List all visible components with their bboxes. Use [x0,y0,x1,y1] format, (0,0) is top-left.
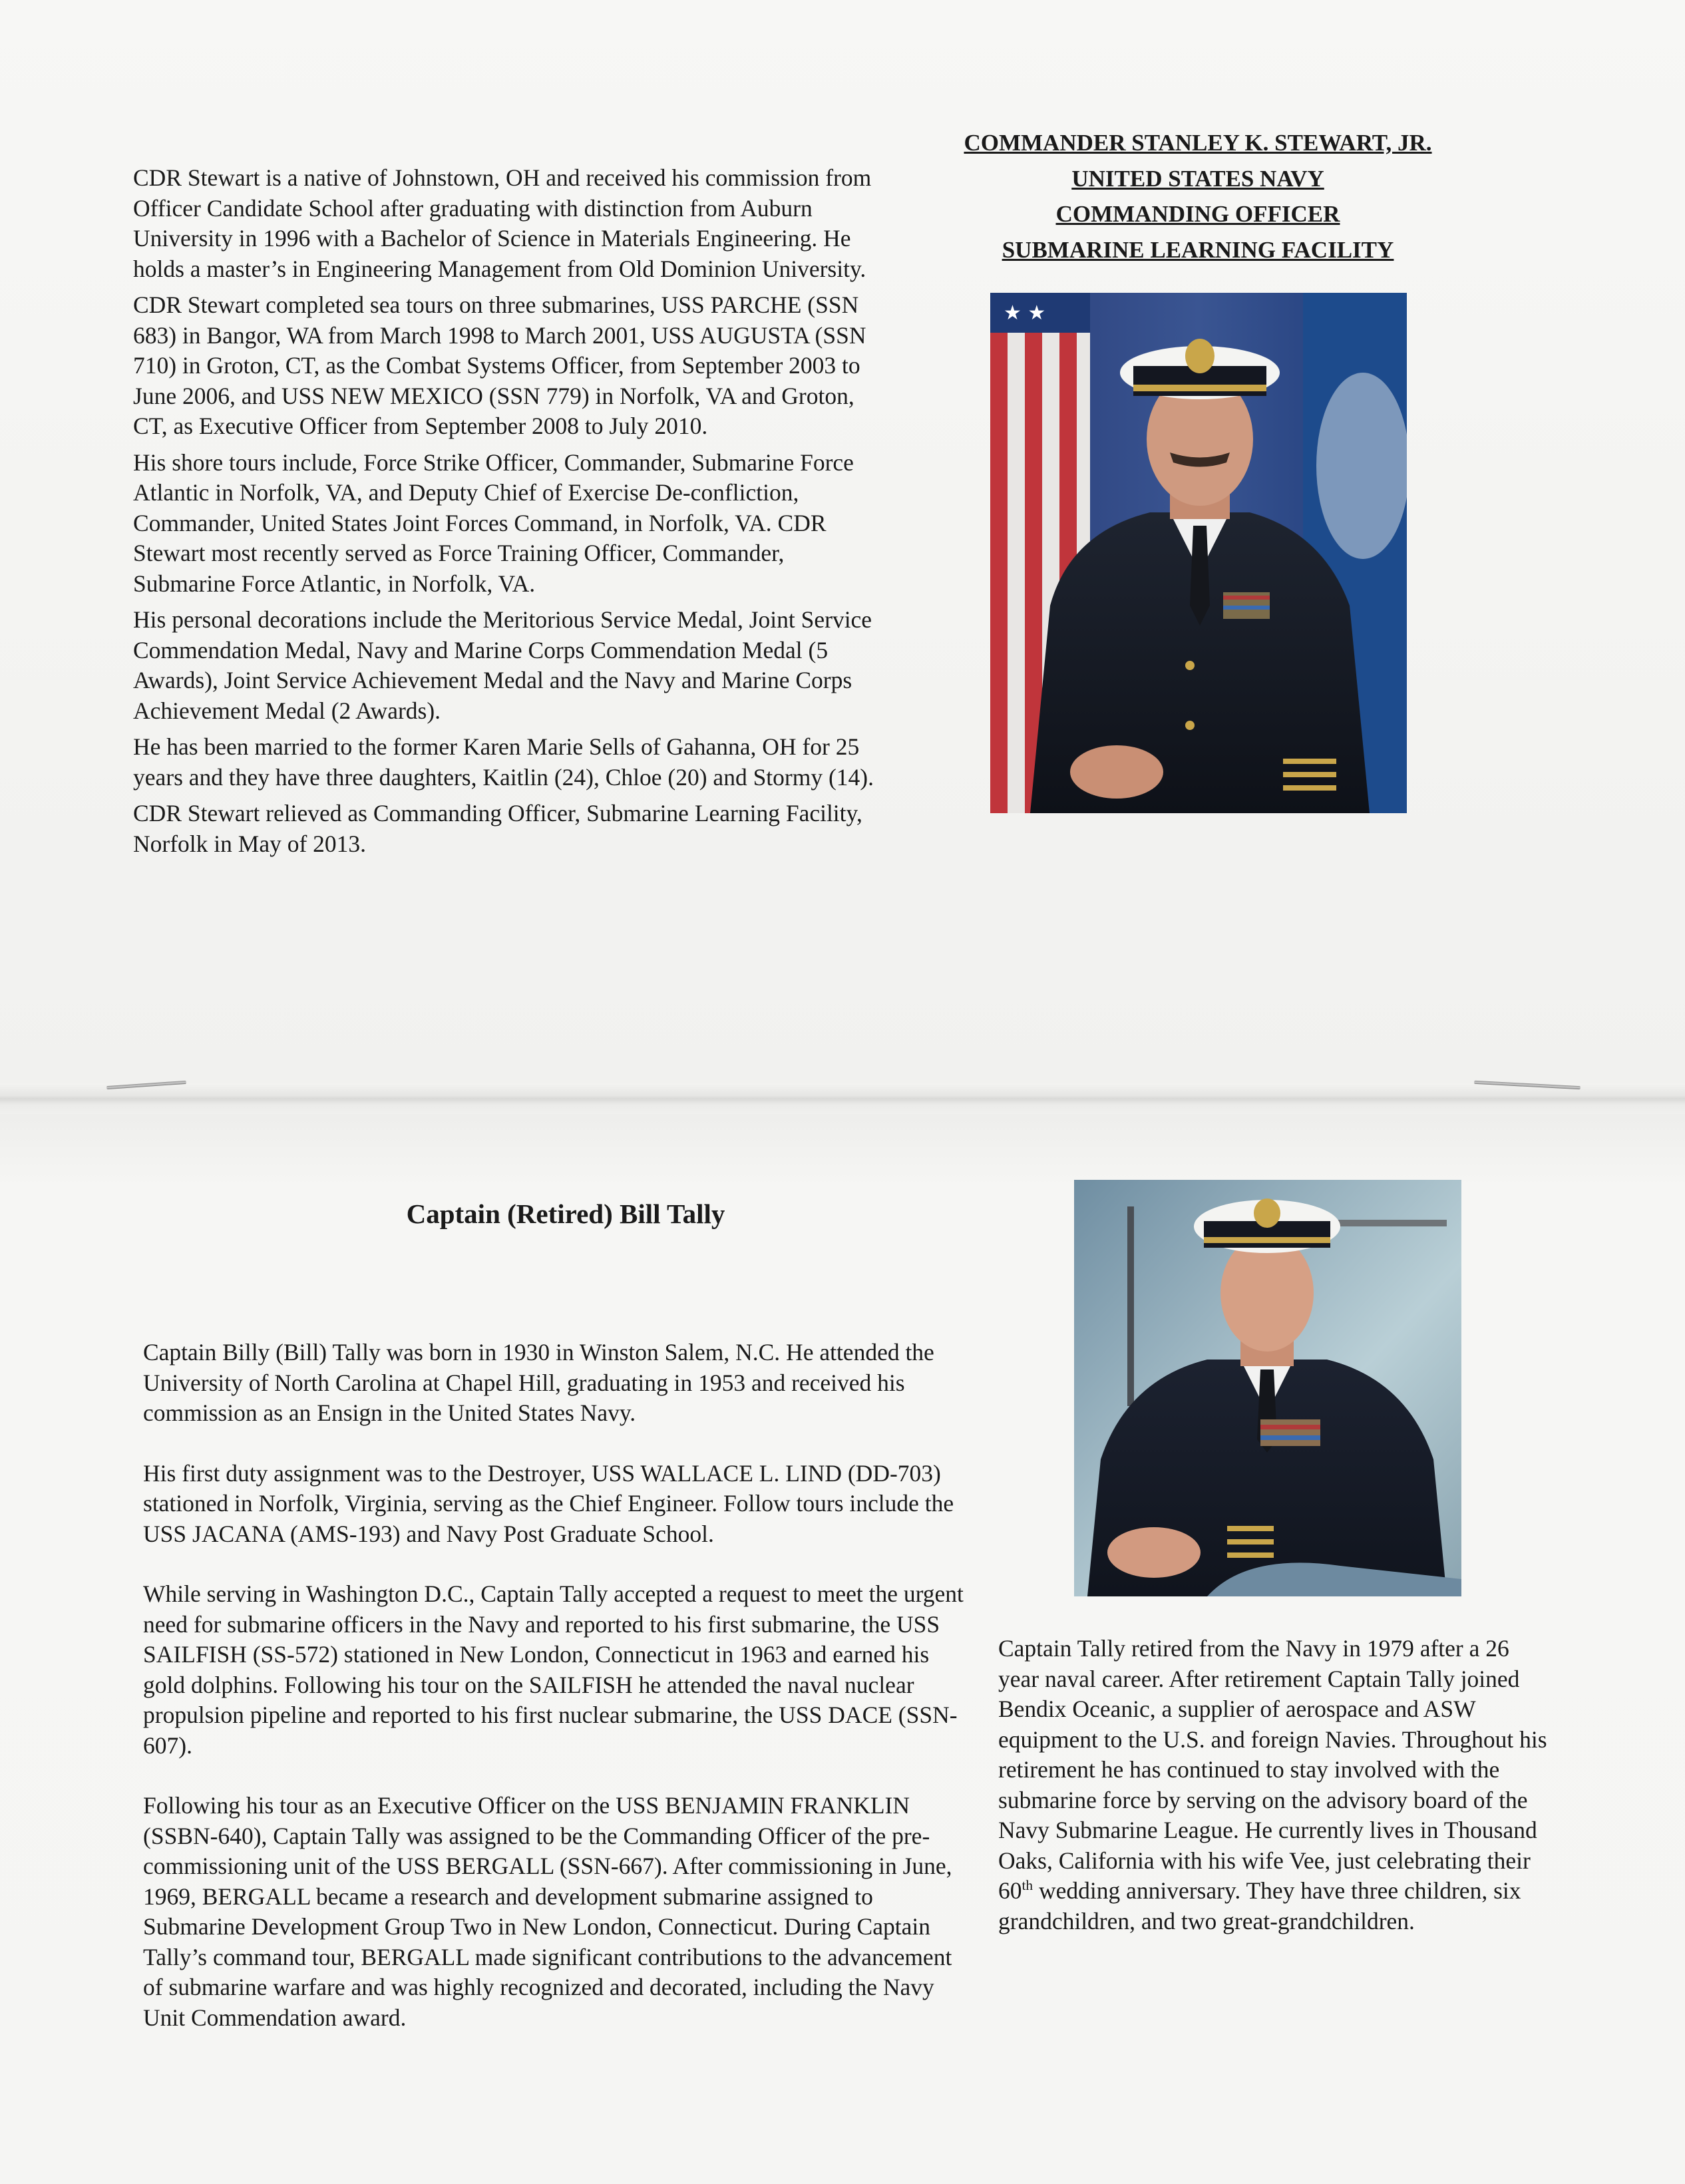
svg-text:★ ★: ★ ★ [1004,301,1046,325]
retirement-text: Captain Tally retired from the Navy in 1979 after a 26 year naval career. After retirement Captain Tally joined Bendix Oceanic, a supplier of aerospace and ASW equipment to the U.S. and foreign Navies. Throughout his retirement he has continued to stay involved with the submarine force by serving on the advisory board of the Navy Submarine League. He currently lives in Thousand Oaks, California with his wife Vee, just celebrating their 60 [998,1635,1547,1904]
tally-portrait-photo [1074,1180,1461,1596]
bio-paragraph [998,1634,1551,1936]
bio-paragraph: Following his tour as an Executive Officer on the USS BENJAMIN FRANKLIN (SSBN-640), Captain Tally was assigned to be the Commanding Officer of the pre-commissioning unit of the USS BERGALL (SSN-667). After commissioning in June, 1969, BERGALL became a research and development submarine assigned to Submarine Development Group Two in New London, Connecticut. During Captain Tally’s command tour, BERGALL made significant contributions to the advancement of submarine warfare and was highly recognized and decorated, including the Navy Unit Commendation award. [143,1792,952,2031]
retirement-text-end: wedding anniversary. They have three children, six grandchildren, and two great-grandchildren. [998,1877,1521,1934]
stewart-title [885,125,1511,268]
bio-paragraph: His first duty assignment was to the Destroyer, USS WALLACE L. LIND (DD-703) stationed in Norfolk, Virginia, serving as the Chief Engineer. Follow tours include the USS JACANA (AMS-193) and Navy Post Graduate School. [143,1459,954,1547]
tally-bio-left [143,1338,965,2063]
bio-paragraph: His shore tours include, Force Strike Officer, Commander, Submarine Force Atlantic in Norfolk, VA, and Deputy Chief of Exercise De-confliction, Commander, United States Joint Forces Command, in Norfolk, VA. CDR Stewart most recently served as Force Training Officer, Commander, Submarine Force Atlantic, in Norfolk, VA. [133,449,854,597]
title-line: UNITED STATES NAVY [1071,165,1324,192]
bio-paragraph: While serving in Washington D.C., Captain Tally accepted a request to meet the urgent need for submarine officers in the Navy and reported to his first submarine, the USS SAILFISH (SS-572) stationed in New London, Connecticut in 1963 and earned his gold dolphins. Following his tour on the SAILFISH he attended the naval nuclear propulsion pipeline and reported to his first nuclear submarine, the USS DACE (SSN-607). [143,1580,964,1759]
bio-paragraph: Captain Billy (Bill) Tally was born in 1930 in Winston Salem, N.C. He attended the University of North Carolina at Chapel Hill, graduating in 1953 and received his commission as an Ensign in the United States Navy. [143,1339,934,1426]
bio-paragraph: CDR Stewart relieved as Commanding Officer, Submarine Learning Facility, Norfolk in May of 2013. [133,800,862,857]
stewart-bio [133,163,882,865]
page-fold [0,1083,1685,1114]
ordinal-suffix: th [1022,1877,1033,1894]
bio-paragraph: CDR Stewart is a native of Johnstown, OH and received his commission from Officer Candidate School after graduating with distinction from Auburn University in 1996 with a Bachelor of Science in Materials Engineering. He holds a master’s in Engineering Management from Old Dominion University. [133,164,872,282]
title-line: COMMANDING OFFICER [1055,201,1340,227]
stewart-portrait-photo [990,293,1407,813]
bio-paragraph: He has been married to the former Karen Marie Sells of Gahanna, OH for 25 years and they have three daughters, Kaitlin (24), Chloe (20) and Stormy (14). [133,733,874,791]
tally-bio-right [998,1634,1551,1942]
bio-paragraph: His personal decorations include the Meritorious Service Medal, Joint Service Commendation Medal, Navy and Marine Corps Commendation Medal (5 Awards), Joint Service Achievement Medal and the Navy and Marine Corps Achievement Medal (2 Awards). [133,606,872,724]
title-line: SUBMARINE LEARNING FACILITY [1002,236,1394,263]
bio-paragraph: CDR Stewart completed sea tours on three submarines, USS PARCHE (SSN 683) in Bangor, WA from March 1998 to March 2001, USS AUGUSTA (SSN 710) in Groton, CT, as the Combat Systems Officer, from September 2003 to June 2006, and USS NEW MEXICO (SSN 779) in Norfolk, VA and Groton, CT, as Executive Officer from September 2008 to July 2010. [133,291,866,439]
tally-title: Captain (Retired) Bill Tally [406,1198,725,1229]
title-line: COMMANDER STANLEY K. STEWART, JR. [964,130,1432,156]
